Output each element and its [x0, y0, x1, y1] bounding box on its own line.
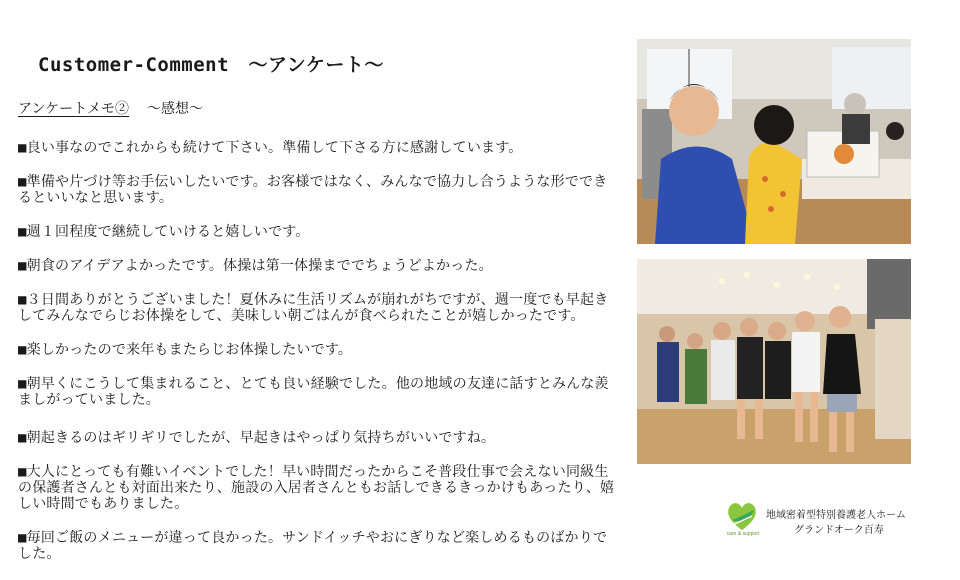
- comment-item: ■週１回程度で継続していけると嬉しいです。: [18, 224, 310, 240]
- comment-item: ■朝起きるのはギリギリでしたが、早起きはやっぱり気持ちがいいですね。: [18, 430, 496, 446]
- subtitle-sub: ～感想～: [147, 101, 204, 117]
- comment-item: ■朝食のアイデアよかったです。体操は第一体操まででちょうどよかった。: [18, 258, 493, 274]
- comment-item: ■楽しかったので来年もまたらじお体操したいです。: [18, 342, 353, 358]
- comment-item: ■３日間ありがとうございました！夏休みに生活リズムが崩れがちですが、週一度でも早起きしてみんなでらじお体操をして、美味しい朝ごはんが食べられたことが嬉しかったです。: [18, 292, 609, 324]
- comment-item: ■毎回ご飯のメニューが違って良かった。サンドイッチやおにぎりなど楽しめるものばかりでした。: [18, 530, 608, 562]
- photo-children-group: [637, 259, 911, 464]
- organization-name: グランドオーク百寿: [794, 525, 884, 536]
- organization-footer: [724, 498, 954, 538]
- comment-item: ■準備や片づけ等お手伝いしたいです。お客様ではなく、みんなで協力し合うような形でできるといいなと思います。: [18, 174, 608, 206]
- organization-type: 地域密着型特別養護老人ホーム: [766, 510, 906, 521]
- comment-item: ■朝早くにこうして集まれること、とても良い経験でした。他の地域の友達に話すとみんな羨ましがっていました。: [18, 376, 609, 408]
- section-subtitle: [18, 98, 203, 118]
- subtitle-main: アンケートメモ②: [18, 101, 130, 117]
- comment-item: ■大人にとっても有難いイベントでした！早い時間だったからこそ普段仕事で会えない同級生の保護者さんとも対面出来たり、施設の入居者さんともお話しできるきっかけもあったり、嬉しい時間でもありました。: [18, 464, 615, 512]
- photo-children-at-table: [637, 39, 911, 244]
- comment-list: [18, 140, 618, 580]
- logo-caption: care & support: [726, 531, 760, 537]
- comment-item: ■良い事なのでこれからも続けて下さい。準備して下さる方に感謝しています。: [18, 140, 523, 156]
- page-title: Customer-Comment ～アンケート～: [38, 54, 384, 76]
